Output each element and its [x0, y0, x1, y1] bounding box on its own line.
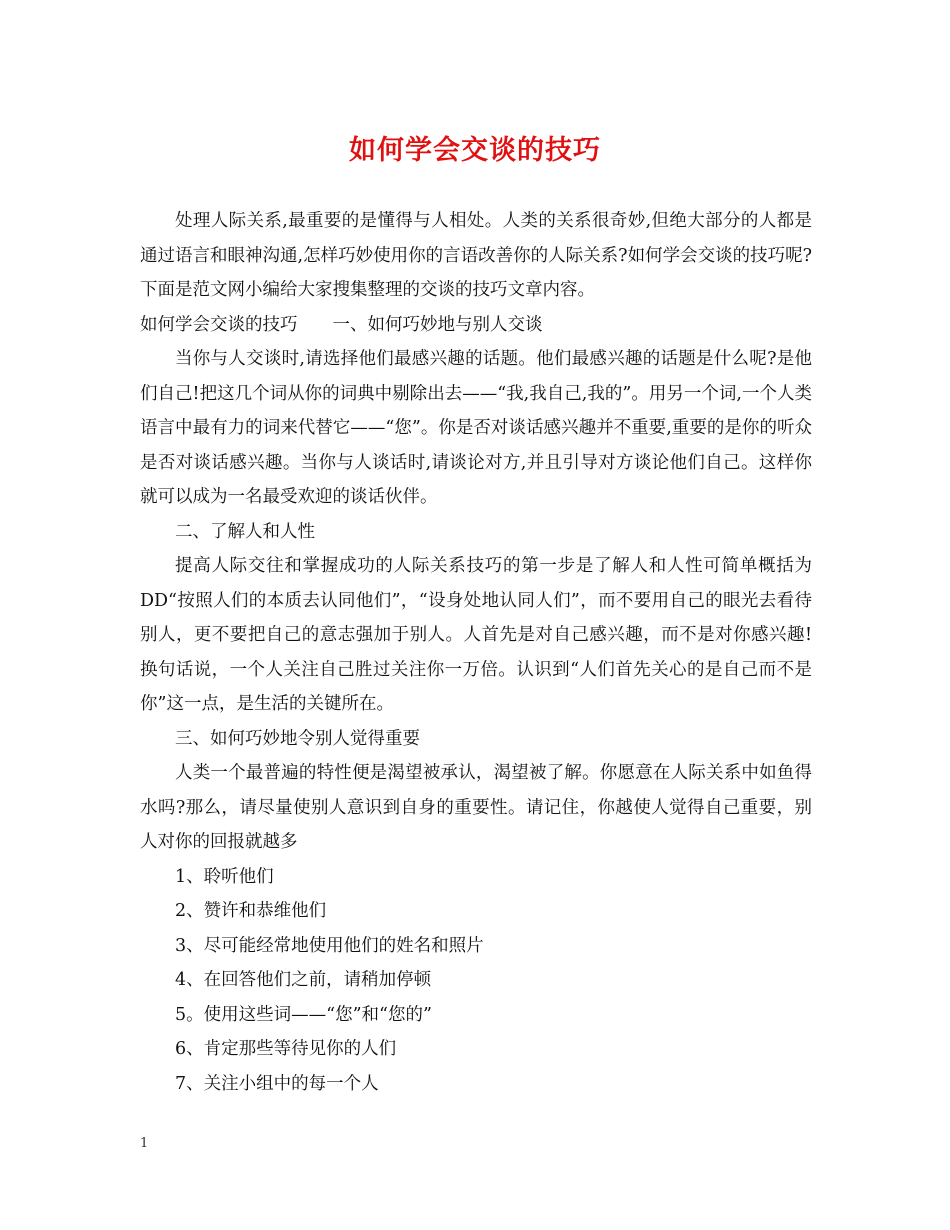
list-item: 3、尽可能经常地使用他们的姓名和照片: [175, 935, 484, 956]
list-item: 6、肯定那些等待见你的人们: [175, 1039, 397, 1059]
list-item: 7、关注小组中的每一个人: [175, 1073, 379, 1094]
list-item: 1、聆听他们: [175, 866, 274, 887]
list-item: 2、赞许和恭维他们: [175, 901, 327, 921]
list-item: 5。使用这些词——“您”和“您的”: [175, 1004, 432, 1025]
document-body: [140, 204, 812, 1101]
section2-heading: 二、了解人和人性: [175, 521, 315, 542]
list-item: 4、在回答他们之前，请稍加停顿: [175, 970, 432, 990]
intro-paragraph: 处理人际关系,最重要的是懂得与人相处。人类的关系很奇妙,但绝大部分的人都是通过语言和眼神沟通,怎样巧妙使用你的言语改善你的人际关系?如何学会交谈的技巧呢?下面是范文网小编给大家搜集整理的交谈的技巧文章内容。: [140, 211, 812, 300]
section3-heading: 三、如何巧妙地令别人觉得重要: [175, 728, 420, 749]
section3-paragraph: 人类一个最普遍的特性便是渴望被承认，渴望被了解。你愿意在人际关系中如鱼得水吗?那么，请尽量使别人意识到自身的重要性。请记住，你越使人觉得自己重要，别人对你的回报就越多: [140, 763, 812, 852]
section2-paragraph: 提高人际交往和掌握成功的人际关系技巧的第一步是了解人和人性可简单概括为DD“按照人们的本质去认同他们”，“设身处地认同人们”，而不要用自己的眼光去看待别人，更不要把自己的意志强加于别人。人首先是对自己感兴趣，而不是对你感兴趣!换句话说，一个人关注自己胜过关注你一万倍。认识到“人们首先关心的是自己而不是你”这一点，是生活的关键所在。: [140, 556, 812, 714]
section1-paragraph: 当你与人交谈时,请选择他们最感兴趣的话题。他们最感兴趣的话题是什么呢?是他们自己!把这几个词从你的词典中剔除出去——“我,我自己,我的”。用另一个词,一个人类语言中最有力的词来代替它——“您”。你是否对谈话感兴趣并不重要,重要的是你的听众是否对谈话感兴趣。当你与人谈话时,请谈论对方,并且引导对方谈论他们自己。这样你就可以成为一名最受欢迎的谈话伙伴。: [140, 349, 812, 507]
page-number: 1: [140, 1136, 149, 1151]
document-title: 如何学会交谈的技巧: [349, 135, 601, 166]
subtitle-line: 如何学会交谈的技巧 一、如何巧妙地与别人交谈: [140, 314, 543, 335]
